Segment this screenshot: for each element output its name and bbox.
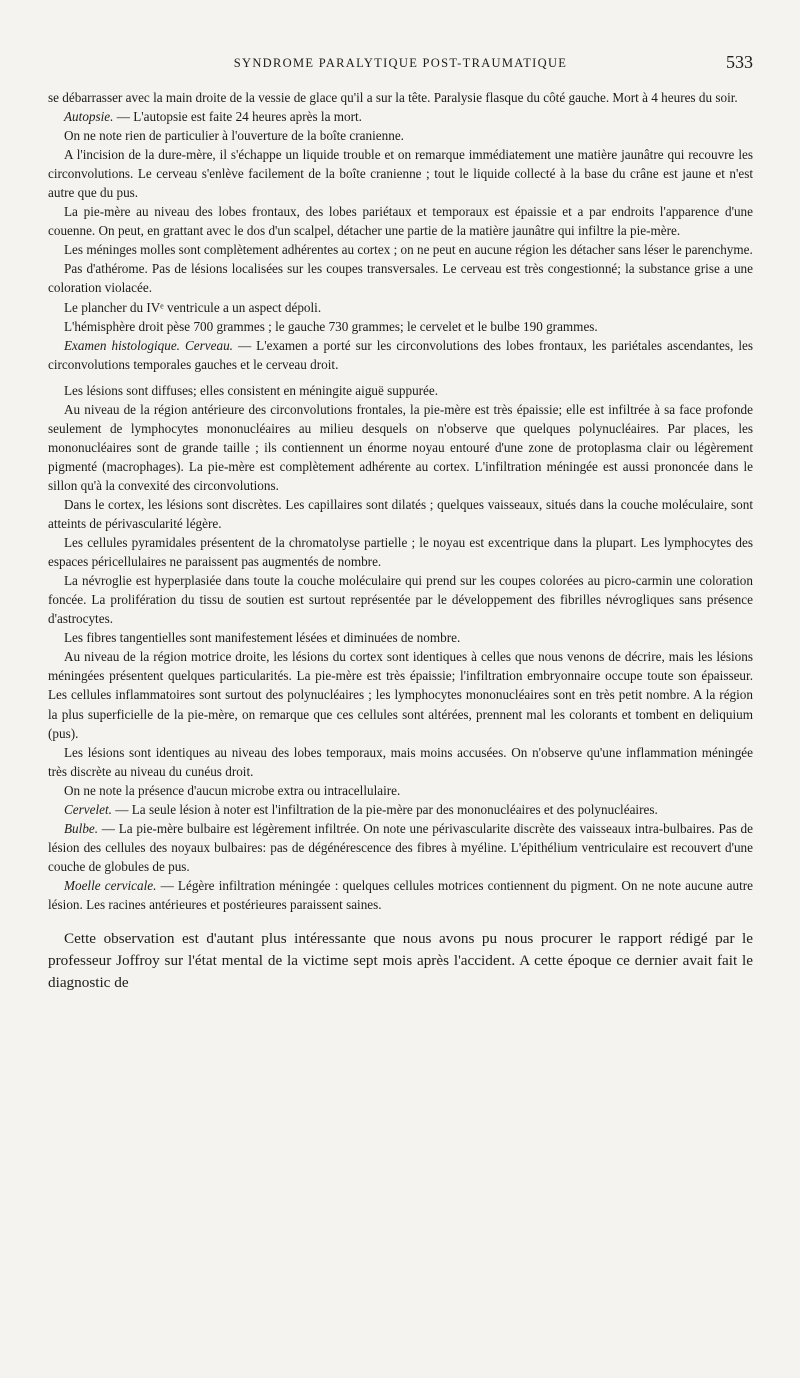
paragraph: Les cellules pyramidales présentent de la chromatolyse partielle ; le noyau est excentrique dans la plupart. Les lymphocytes des espaces péricellulaires ne paraissent pas augmentés de nombre. bbox=[48, 535, 753, 570]
paragraph: A l'incision de la dure-mère, il s'échappe un liquide trouble et on remarque immédiatement une matière jaunâtre qui recouvre les circonvolutions. Le cerveau s'enlève facilement de la boîte cranienne ; tout le liquide collecté à la base du crâne est jaune et n'est autre que du pus. bbox=[48, 147, 753, 201]
paragraph: Bulbe. — La pie-mère bulbaire est légèrement infiltrée. On note une périvascularite discrète des vaisseaux intra-bulbaires. Pas de lésion des cellules des noyaux bulbaires: pas de dégénérescence des fibres à myéline. L'épithélium ventriculaire est recouvert d'une couche de globules de pus. bbox=[48, 820, 753, 874]
paragraph: Les lésions sont diffuses; elles consistent en méningite aiguë suppurée. bbox=[64, 382, 439, 398]
paragraph-label: Moelle cervicale. bbox=[64, 877, 157, 893]
paragraph-label: Cervelet. bbox=[64, 801, 112, 817]
paragraph: Les lésions sont identiques au niveau des lobes temporaux, mais moins accusées. On n'observe qu'une inflammation méningée très discrète au niveau du cunéus droit. bbox=[48, 744, 753, 779]
paragraph: On ne note rien de particulier à l'ouverture de la boîte cranienne. bbox=[64, 128, 404, 144]
paragraph-label: Examen histologique. Cerveau. bbox=[64, 337, 233, 353]
page bbox=[48, 52, 753, 994]
page-header bbox=[48, 52, 753, 82]
paragraph: Pas d'athérome. Pas de lésions localisées sur les coupes transversales. Le cerveau est très congestionné; la substance grise a une coloration violacée. bbox=[48, 261, 753, 296]
paragraph: Examen histologique. Cerveau. — L'examen a porté sur les circonvolutions des lobes frontaux, les pariétales ascendantes, les circonvolutions temporales gauches et le cerveau droit. bbox=[48, 337, 753, 372]
paragraph-label: Autopsie. bbox=[64, 109, 114, 125]
paragraph: Au niveau de la région antérieure des circonvolutions frontales, la pie-mère est très épaissie; elle est infiltrée à sa face profonde seulement de lymphocytes mononucléaires au milieu desquels on n'observe que quelques polynucléaires. Par places, les mononucléaires sont de grande taille ; ils contiennent un énorme noyau entouré d'une zone de protoplasma clair ou légèrement pigmenté (macrophages). La pie-mère est complètement adhérente au cortex. L'infiltration méningée est aussi prononcée dans le sillon qu'à la convexité des circonvolutions. bbox=[48, 401, 753, 493]
paragraph: Moelle cervicale. — Légère infiltration méningée : quelques cellules motrices contiennent du pigment. On ne note aucune autre lésion. Les racines antérieures et postérieures paraissent saines. bbox=[48, 877, 753, 912]
paragraph: Cervelet. — La seule lésion à noter est l'infiltration de la pie-mère par des mononucléaires et des polynucléaires. bbox=[64, 801, 658, 817]
paragraph: L'hémisphère droit pèse 700 grammes ; le gauche 730 grammes; le cervelet et le bulbe 190 grammes. bbox=[64, 318, 598, 334]
paragraph: Le plancher du IVᵉ ventricule a un aspect dépoli. bbox=[64, 299, 322, 315]
page-number: 533 bbox=[726, 52, 753, 72]
paragraph: se débarrasser avec la main droite de la vessie de glace qu'il a sur la tête. Paralysie flasque du côté gauche. Mort à 4 heures du soir. bbox=[48, 90, 738, 105]
paragraph: Au niveau de la région motrice droite, les lésions du cortex sont identiques à celles que nous venons de décrire, mais les lésions méningées présentent quelques particularités. La pie-mère est très épaissie; l'infiltration embryonnaire occupe toute son épaisseur. Les cellules inflammatoires sont surtout des polynucléaires ; les lymphocytes mononucléaires sont en très petit nombre. A la région la plus superficielle de la pie-mère, on remarque que ces cellules sont altérées, prennent mal les colorants et tombent en deliquium (pus). bbox=[48, 649, 753, 741]
paragraph: On ne note la présence d'aucun microbe extra ou intracellulaire. bbox=[64, 782, 401, 798]
paragraph: La pie-mère au niveau des lobes frontaux, des lobes pariétaux et temporaux est épaissie et a par endroits l'apparence d'une couenne. On peut, en grattant avec le dos d'un scalpel, détacher une partie de la matière jaunâtre qui infiltre la pie-mère. bbox=[48, 204, 753, 239]
paragraph: Les méninges molles sont complètement adhérentes au cortex ; on ne peut en aucune région les détacher sans léser le parenchyme. bbox=[64, 242, 753, 258]
paragraph: Les fibres tangentielles sont manifestement lésées et diminuées de nombre. bbox=[64, 630, 461, 646]
paragraph-label: Bulbe. bbox=[64, 820, 99, 836]
paragraph: Dans le cortex, les lésions sont discrètes. Les capillaires sont dilatés ; quelques vaisseaux, situés dans la couche moléculaire, sont atteints de périvascularité légère. bbox=[48, 496, 753, 532]
paragraph: La névroglie est hyperplasiée dans toute la couche moléculaire qui prend sur les coupes colorées au picro-carmin une coloration foncée. La prolifération du tissu de soutien est surtout représentée par le développement des fibrilles névrogliques sans présence d'astrocytes. bbox=[48, 573, 753, 627]
running-head: SYNDROME PARALYTIQUE POST-TRAUMATIQUE bbox=[233, 56, 568, 70]
paragraph: Cette observation est d'autant plus intéressante que nous avons pu nous procurer le rapport rédigé par le professeur Joffroy sur l'état mental de la victime sept mois après l'accident. A cette époque ce dernier avait fait le diagnostic de bbox=[48, 930, 753, 992]
paragraph: Autopsie. — L'autopsie est faite 24 heures après la mort. bbox=[64, 109, 362, 125]
